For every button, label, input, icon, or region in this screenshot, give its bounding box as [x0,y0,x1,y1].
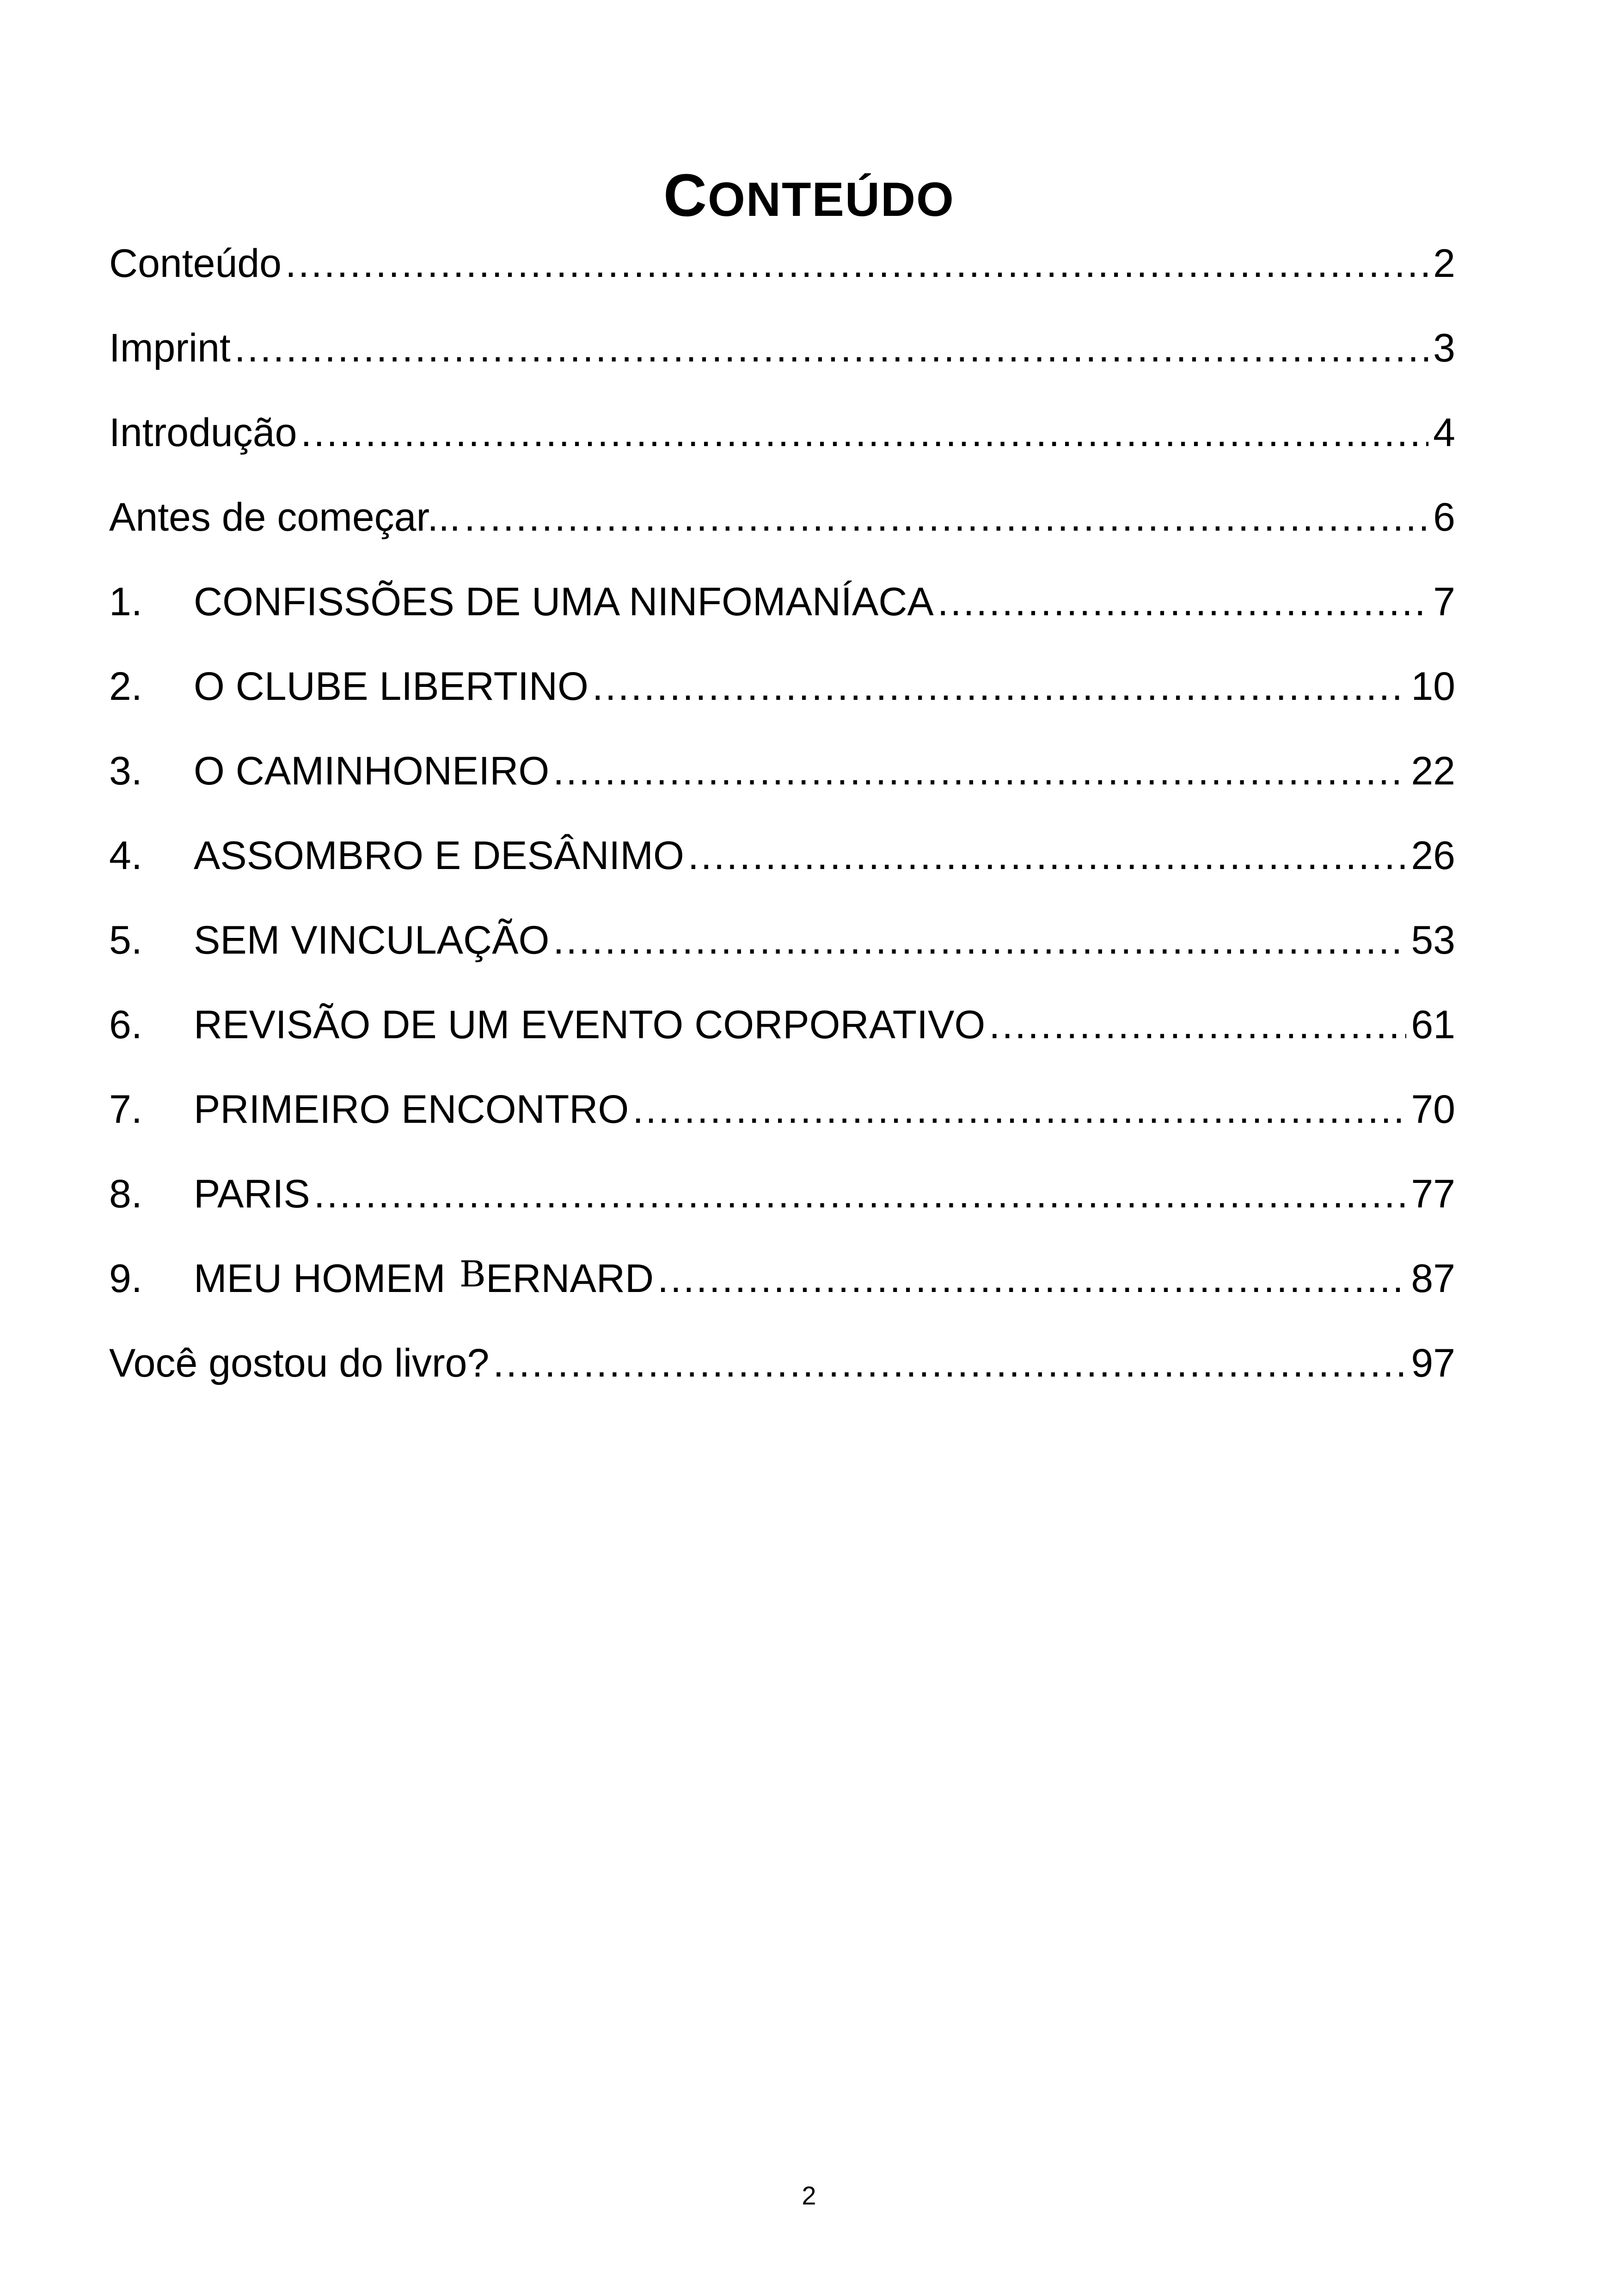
dot-leader [493,1335,1406,1391]
toc-entry-page: 2 [1433,241,1455,286]
toc-entry-label: CONFISSÕES DE UMA NINFOMANÍACA [194,580,934,624]
toc-entry-page: 61 [1411,1003,1455,1047]
toc-entry-page: 70 [1411,1087,1455,1132]
table-of-contents [109,236,1455,1420]
toc-entry-page: 3 [1433,326,1455,370]
toc-entry-label: Imprint [109,326,231,370]
toc-entry-page: 22 [1411,749,1455,793]
toc-entry-label: Você gostou do livro? [109,1341,490,1385]
dot-leader [553,743,1406,799]
toc-entry-chapter-9[interactable] [109,1251,1455,1335]
toc-entry-conteudo[interactable] [109,236,1455,320]
title-initial: C [663,161,708,229]
dot-leader [464,490,1428,545]
dot-leader [553,912,1406,968]
chapter-number: 5. [109,918,142,962]
dot-leader [314,1166,1407,1222]
toc-entry-chapter-1[interactable] [109,574,1455,659]
dot-leader [592,659,1406,714]
toc-entry-antes-de-comecar[interactable] [109,490,1455,574]
chapter-number: 9. [109,1256,142,1301]
toc-entry-chapter-4[interactable] [109,828,1455,912]
toc-entry-label: PRIMEIRO ENCONTRO [194,1087,629,1132]
toc-entry-chapter-5[interactable] [109,912,1455,997]
toc-entry-chapter-2[interactable] [109,659,1455,743]
dot-leader [632,1082,1406,1137]
toc-entry-label [194,1251,657,1308]
toc-entry-page: 97 [1411,1341,1455,1385]
dot-leader [234,320,1428,376]
toc-entry-chapter-6[interactable] [109,997,1455,1082]
toc-entry-label: ASSOMBRO E DESÂNIMO [194,833,684,878]
toc-entry-label: O CAMINHONEIRO [194,749,550,793]
toc-entry-imprint[interactable] [109,320,1455,405]
label-initial: B [459,1254,486,1295]
toc-entry-page: 6 [1433,495,1455,539]
label-suffix: ERNARD [485,1256,654,1301]
toc-entry-label: REVISÃO DE UM EVENTO CORPORATIVO [194,1003,986,1047]
toc-entry-page: 53 [1411,918,1455,962]
chapter-number: 8. [109,1172,142,1216]
chapter-number: 2. [109,664,142,709]
toc-entry-chapter-8[interactable] [109,1166,1455,1251]
chapter-number: 6. [109,1003,142,1047]
toc-entry-page: 4 [1433,410,1455,455]
toc-entry-label: Antes de começar... [109,495,461,539]
toc-entry-page: 26 [1411,833,1455,878]
toc-entry-label: O CLUBE LIBERTINO [194,664,588,709]
toc-entry-label: SEM VINCULAÇÃO [194,918,550,962]
chapter-number: 3. [109,749,142,793]
dot-leader [657,1251,1406,1306]
chapter-number: 4. [109,833,142,878]
toc-entry-page: 77 [1411,1172,1455,1216]
toc-entry-chapter-7[interactable] [109,1082,1455,1166]
toc-entry-label: Introdução [109,410,297,455]
chapter-number: 1. [109,580,142,624]
toc-entry-introducao[interactable] [109,405,1455,490]
dot-leader [938,574,1428,630]
toc-entry-label: PARIS [194,1172,310,1216]
title-rest: ONTEÚDO [707,173,955,227]
dot-leader [989,997,1406,1053]
chapter-number: 7. [109,1087,142,1132]
toc-entry-chapter-3[interactable] [109,743,1455,828]
label-prefix: MEU HOMEM [194,1256,446,1301]
dot-leader [688,828,1406,883]
page-number: 2 [802,2181,816,2210]
dot-leader [285,236,1428,291]
toc-entry-page: 7 [1433,580,1455,624]
toc-entry-voce-gostou[interactable] [109,1335,1455,1420]
dot-leader [300,405,1428,460]
toc-entry-label: Conteúdo [109,241,282,286]
toc-entry-page: 10 [1411,664,1455,709]
toc-entry-page: 87 [1411,1256,1455,1301]
page-title [0,158,1618,237]
